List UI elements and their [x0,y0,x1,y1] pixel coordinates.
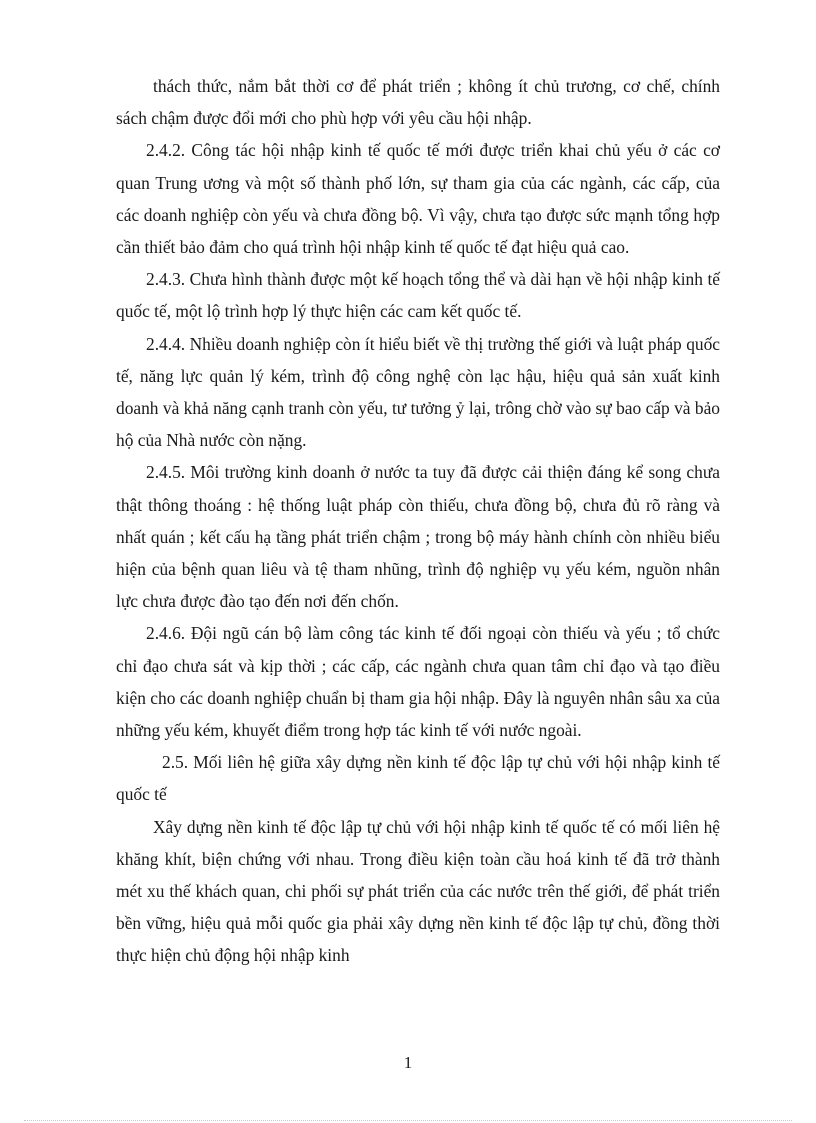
paragraph-2-4-5: 2.4.5. Môi trường kinh doanh ở nước ta tuy đã được cải thiện đáng kể song chưa thật thông thoáng : hệ thống luật pháp còn thiếu, chưa đồng bộ, chưa đủ rõ ràng và nhất quán ; kết cấu hạ tầng phát triển chậm ; trong bộ máy hành chính còn nhiều biểu hiện của bệnh quan liêu và tệ tham nhũng, trình độ nghiệp vụ yếu kém, nguồn nhân lực chưa được đào tạo đến nơi đến chốn. [116,462,720,612]
paragraph-2-4-2: 2.4.2. Công tác hội nhập kinh tế quốc tế mới được triển khai chủ yếu ở các cơ quan Trung ương và một số thành phố lớn, sự tham gia của các ngành, các cấp, của các doanh nghiệp còn yếu và chưa đồng bộ. Vì vậy, chưa tạo được sức mạnh tổng hợp cần thiết bảo đảm cho quá trình hội nhập kinh tế quốc tế đạt hiệu quả cao. [116,140,720,258]
paragraph-continuation: thách thức, nắm bắt thời cơ để phát triển ; không ít chủ trương, cơ chế, chính sách chậm được đổi mới cho phù hợp với yêu cầu hội nhập. [116,76,720,129]
page-number: 1 [403,1053,413,1072]
document-body [116,70,720,972]
section-heading-2-5: 2.5. Mối liên hệ giữa xây dựng nền kinh tế độc lập tự chủ với hội nhập kinh tế quốc tế [116,752,720,805]
paragraph-2-4-3: 2.4.3. Chưa hình thành được một kế hoạch tổng thể và dài hạn về hội nhập kinh tế quốc tế, một lộ trình hợp lý thực hiện các cam kết quốc tế. [116,269,720,322]
paragraph-2-4-6: 2.4.6. Đội ngũ cán bộ làm công tác kinh tế đối ngoại còn thiếu và yếu ; tổ chức chỉ đạo chưa sát và kịp thời ; các cấp, các ngành chưa quan tâm chỉ đạo và tạo điều kiện cho các doanh nghiệp chuẩn bị tham gia hội nhập. Đây là nguyên nhân sâu xa của những yếu kém, khuyết điểm trong hợp tác kinh tế với nước ngoài. [116,623,720,741]
page-bottom-divider [24,1120,792,1121]
paragraph-2-4-4: 2.4.4. Nhiều doanh nghiệp còn ít hiểu biết về thị trường thế giới và luật pháp quốc tế, năng lực quản lý kém, trình độ công nghệ còn lạc hậu, hiệu quả sản xuất kinh doanh và khả năng cạnh tranh còn yếu, tư tưởng ỷ lại, trông chờ vào sự bao cấp và bảo hộ của Nhà nước còn nặng. [116,333,720,451]
paragraph-2-5-body: Xây dựng nền kinh tế độc lập tự chủ với hội nhập kinh tế quốc tế có mối liên hệ khăng khít, biện chứng với nhau. Trong điều kiện toàn cầu hoá kinh tế đã trở thành mét xu thế khách quan, chi phối sự phát triển của các nước trên thế giới, để phát triển bền vững, hiệu quả mỗi quốc gia phải xây dựng nền kinh tế độc lập tự chủ, đồng thời thực hiện chủ động hội nhập kinh [116,816,720,966]
